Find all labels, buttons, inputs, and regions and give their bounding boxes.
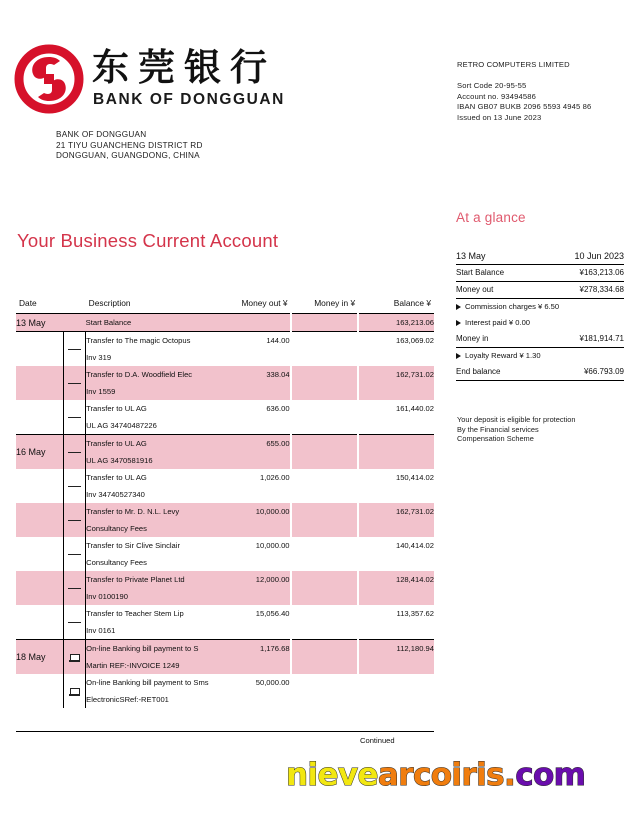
table-bottom-rule — [16, 731, 434, 732]
bank-address — [56, 130, 203, 162]
row-date: 16 May — [16, 435, 63, 470]
row-date — [16, 400, 63, 435]
column-header-money-out: Money out ¥ — [241, 298, 288, 308]
row-description-secondary: Martin REF:-INVOICE 1249 — [86, 657, 221, 674]
transfer-dash-icon — [68, 520, 81, 521]
table-row[interactable] — [16, 435, 434, 453]
row-money-out-spacer — [221, 554, 291, 571]
row-mark — [63, 400, 86, 435]
row-mark — [63, 674, 86, 708]
row-balance: 140,414.02 — [395, 541, 434, 550]
transactions-table — [16, 298, 434, 708]
row-money-out-spacer — [221, 417, 291, 435]
row-money-in — [291, 435, 359, 470]
row-description-primary: Transfer to Sir Clive Sinclair — [86, 537, 221, 554]
transfer-dash-icon — [68, 588, 81, 589]
row-description-secondary: Inv 0100190 — [86, 588, 221, 605]
row-mark — [63, 435, 86, 470]
glance-period-row — [456, 248, 624, 265]
row-balance-spacer — [358, 622, 434, 640]
table-header-row — [16, 298, 434, 314]
row-balance-spacer — [358, 417, 434, 435]
account-issued-on: Issued on 13 June 2023 — [457, 112, 542, 122]
watermark-part-3: com — [515, 757, 586, 793]
row-money-in — [291, 640, 359, 675]
deposit-protection-line-3: Compensation Scheme — [457, 434, 534, 444]
row-date — [16, 605, 63, 640]
glance-value: ¥278,334.68 — [540, 282, 624, 299]
row-description-primary: Transfer to The magic Octopus — [86, 332, 221, 350]
row-money-out: 15,056.40 — [255, 609, 290, 618]
row-balance: 163,213.06 — [358, 314, 434, 332]
row-description-secondary: Consultancy Fees — [86, 520, 221, 537]
row-money-out: 10,000.00 — [255, 541, 290, 550]
bank-address-line-3: DONGGUAN, GUANGDONG, CHINA — [56, 151, 200, 161]
row-money-out: 50,000.00 — [255, 678, 290, 687]
row-money-in — [291, 469, 359, 503]
row-date — [16, 571, 63, 605]
table-row[interactable] — [16, 503, 434, 520]
row-money-out-spacer — [221, 588, 291, 605]
table-row[interactable] — [16, 400, 434, 417]
row-money-out: 1,026.00 — [259, 473, 290, 482]
table-row[interactable] — [16, 332, 434, 350]
table-row[interactable] — [16, 469, 434, 486]
account-iban: IBAN GB07 BUKB 2096 5593 4945 86 — [457, 102, 592, 112]
glance-label: Start Balance — [456, 265, 540, 282]
row-description-secondary: Inv 0161 — [86, 622, 221, 640]
bank-name-chinese: 东莞银行 — [92, 46, 276, 89]
glance-label: Money out — [456, 282, 540, 299]
row-description-primary: Transfer to Teacher Stem Lip — [86, 605, 221, 622]
row-money-out: 10,000.00 — [221, 503, 291, 520]
row-balance: 162,731.02 — [358, 503, 434, 520]
glance-row — [456, 348, 624, 365]
transfer-dash-icon — [68, 554, 81, 555]
bank-address-line-1: BANK OF DONGGUAN — [56, 130, 147, 139]
glance-period-from: 13 May — [456, 248, 540, 265]
row-money-out-spacer — [221, 349, 291, 366]
row-balance: 113,357.62 — [396, 609, 434, 618]
row-description: Start Balance — [86, 314, 221, 332]
table-row[interactable] — [16, 605, 434, 622]
table-row[interactable] — [16, 571, 434, 588]
row-money-out: 144.00 — [266, 336, 290, 345]
column-header-date: Date — [19, 298, 37, 308]
at-a-glance-table — [456, 248, 624, 381]
triangle-bullet-icon — [456, 304, 461, 310]
row-description-primary: Transfer to UL AG — [86, 469, 221, 486]
row-description-secondary: UL AG 3470581916 — [86, 452, 221, 469]
table-row[interactable] — [16, 640, 434, 658]
row-date — [16, 366, 63, 400]
column-header-money-in: Money in ¥ — [314, 298, 356, 308]
account-holder-name: RETRO COMPUTERS LIMITED — [457, 60, 570, 69]
row-description-primary: Transfer to Private Planet Ltd — [86, 571, 221, 588]
row-balance-spacer — [358, 657, 434, 674]
row-description-secondary: UL AG 34740487226 — [86, 417, 221, 435]
row-date — [16, 332, 63, 367]
row-money-out — [221, 314, 291, 332]
transfer-dash-icon — [68, 452, 81, 453]
row-money-out: 655.00 — [221, 435, 291, 453]
glance-period-to: 10 Jun 2023 — [540, 248, 624, 265]
row-description-secondary: Inv 34740527340 — [86, 486, 221, 503]
glance-bullet-item: Commission charges ¥ 6.50 — [456, 299, 624, 316]
continued-label: Continued — [360, 736, 395, 745]
transfer-dash-icon — [68, 349, 81, 350]
row-balance-spacer — [358, 486, 434, 503]
row-mark — [63, 366, 86, 400]
online-banking-computer-icon — [69, 654, 80, 662]
row-balance-spacer — [358, 588, 434, 605]
row-balance: 162,731.02 — [358, 366, 434, 383]
row-date — [16, 503, 63, 537]
row-money-out-spacer — [221, 622, 291, 640]
row-balance: 112,180.94 — [358, 640, 434, 658]
online-banking-computer-icon — [69, 688, 80, 696]
row-description-primary: Transfer to D.A. Woodfield Elec — [86, 366, 221, 383]
row-description-secondary: Consultancy Fees — [86, 554, 221, 571]
account-sort-code: Sort Code 20-95-55 — [457, 81, 527, 91]
row-money-in — [291, 332, 359, 367]
row-mark — [63, 469, 86, 503]
row-description-primary: On-line Banking bill payment to Sms — [86, 674, 221, 691]
row-money-in — [291, 314, 359, 332]
table-row[interactable] — [16, 314, 434, 332]
row-description-primary: Transfer to UL AG — [86, 400, 221, 417]
watermark-part-2: arcoiris. — [377, 757, 516, 793]
bank-address-line-2: 21 TIYU GUANCHENG DISTRICT RD — [56, 140, 203, 150]
glance-label: End balance — [456, 364, 540, 381]
account-details — [457, 60, 591, 123]
triangle-bullet-icon — [456, 353, 461, 359]
glance-bullet-item: Loyalty Reward ¥ 1.30 — [456, 348, 624, 365]
bank-logo-icon — [14, 44, 84, 114]
at-a-glance-title: At a glance — [456, 210, 526, 225]
row-balance-spacer — [358, 554, 434, 571]
glance-label: Money in — [456, 331, 540, 348]
row-money-out-spacer — [221, 691, 291, 708]
row-balance: 161,440.02 — [395, 404, 434, 413]
account-number: Account no. 93494586 — [457, 91, 537, 101]
statement-title: Your Business Current Account — [17, 230, 279, 251]
row-balance — [358, 674, 434, 691]
glance-value: ¥163,213.06 — [540, 265, 624, 282]
glance-row — [456, 364, 624, 381]
bank-name-english: BANK OF DONGGUAN — [93, 91, 285, 108]
row-date — [16, 674, 63, 708]
site-watermark — [286, 757, 585, 793]
row-date: 13 May — [16, 314, 86, 332]
column-header-description: Description — [88, 298, 131, 308]
row-balance-spacer — [358, 691, 434, 708]
row-money-in — [291, 571, 359, 605]
deposit-protection-line-1: Your deposit is eligible for protection — [457, 415, 576, 424]
table-row[interactable] — [16, 366, 434, 383]
row-money-in — [291, 366, 359, 400]
row-money-out: 636.00 — [266, 404, 290, 413]
column-header-balance: Balance ¥ — [393, 298, 431, 308]
transactions-body — [16, 314, 434, 709]
row-money-in — [291, 503, 359, 537]
row-balance: 150,414.02 — [395, 473, 434, 482]
glance-bullet-item: Interest paid ¥ 0.00 — [456, 315, 624, 331]
row-mark — [63, 332, 86, 367]
glance-row — [456, 265, 624, 282]
row-money-in — [291, 400, 359, 435]
row-description-secondary: Inv 1559 — [86, 383, 221, 400]
row-date — [16, 537, 63, 571]
row-balance: 128,414.02 — [358, 571, 434, 588]
row-money-out: 338.04 — [221, 366, 291, 383]
row-date — [16, 469, 63, 503]
row-balance-spacer — [358, 520, 434, 537]
row-money-out-spacer — [221, 486, 291, 503]
deposit-protection-note — [457, 415, 575, 444]
row-description-secondary: ElectronicSRef:-RET001 — [86, 691, 221, 708]
row-money-in — [291, 605, 359, 640]
triangle-bullet-icon — [456, 320, 461, 326]
row-balance: 163,069.02 — [395, 336, 434, 345]
table-row[interactable] — [16, 537, 434, 554]
row-mark — [63, 537, 86, 571]
glance-row — [456, 315, 624, 331]
row-balance-spacer — [358, 383, 434, 400]
transfer-dash-icon — [68, 417, 81, 418]
row-mark — [63, 571, 86, 605]
row-balance — [358, 435, 434, 453]
deposit-protection-line-2: By the Financial services — [457, 424, 539, 434]
row-balance-spacer — [358, 349, 434, 366]
row-money-in — [291, 674, 359, 708]
at-a-glance-body — [456, 248, 624, 381]
transfer-dash-icon — [68, 622, 81, 623]
row-money-out-spacer — [221, 452, 291, 469]
row-money-out: 1,176.68 — [221, 640, 291, 658]
glance-value: ¥66.793.09 — [540, 364, 624, 381]
watermark-part-1: nieve — [286, 757, 378, 793]
row-date: 18 May — [16, 640, 63, 675]
row-balance-spacer — [358, 452, 434, 469]
row-description-primary: Transfer to UL AG — [86, 435, 221, 453]
row-description-primary: Transfer to Mr. D. N.L. Levy — [86, 503, 221, 520]
glance-value: ¥181,914.71 — [540, 331, 624, 348]
row-description-primary: On-line Banking bill payment to S — [86, 640, 221, 658]
transfer-dash-icon — [68, 383, 81, 384]
table-row[interactable] — [16, 674, 434, 691]
row-money-in — [291, 537, 359, 571]
glance-row — [456, 299, 624, 316]
row-money-out-spacer — [221, 383, 291, 400]
transfer-dash-icon — [68, 486, 81, 487]
glance-row — [456, 282, 624, 299]
row-mark — [63, 605, 86, 640]
glance-row — [456, 331, 624, 348]
row-money-out-spacer — [221, 520, 291, 537]
row-mark — [63, 640, 86, 675]
row-mark — [63, 503, 86, 537]
row-description-secondary: Inv 319 — [86, 349, 221, 366]
row-money-out-spacer — [221, 657, 291, 674]
row-money-out: 12,000.00 — [221, 571, 291, 588]
